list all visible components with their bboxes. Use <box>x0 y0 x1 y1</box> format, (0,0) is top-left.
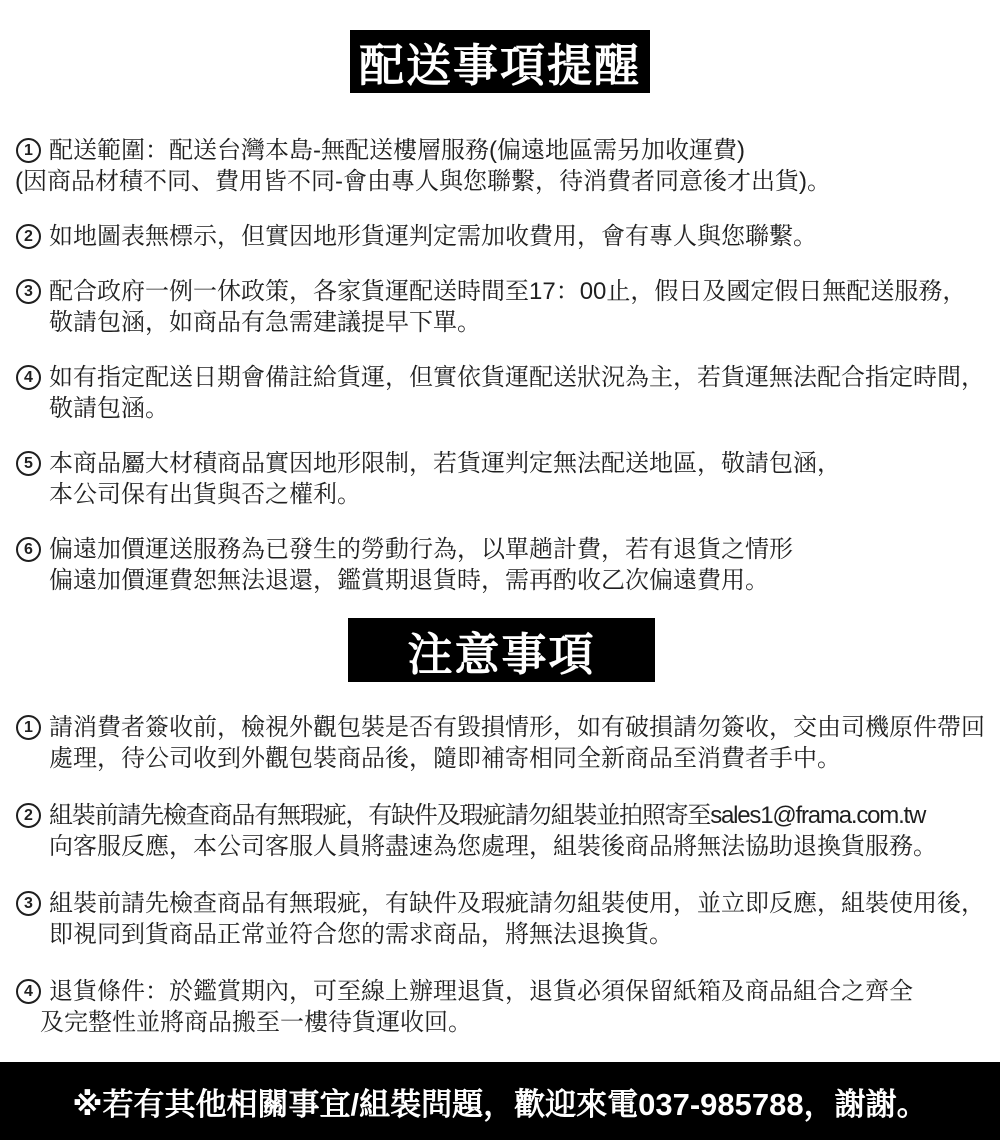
item-number-badge: 3 <box>16 891 41 916</box>
shipping-item-1-text <box>15 135 831 197</box>
item-number-badge: 2 <box>16 224 41 249</box>
shipping-item-5 <box>16 448 1000 510</box>
shipping-item-3-text <box>49 276 966 338</box>
item-line: 及完整性並將商品搬至一樓待貨運收回。 <box>40 1009 472 1036</box>
item-line: 即視同到貨商品正常並符合您的需求商品，將無法退換貨。 <box>49 921 673 948</box>
notice-item-1 <box>16 712 1000 774</box>
item-line: 組裝前請先檢查商品有無瑕疵，有缺件及瑕疵請勿組裝使用，並立即反應，組裝使用後， <box>49 890 985 917</box>
shipping-item-6-text <box>49 534 793 596</box>
item-line: (因商品材積不同、費用皆不同-會由專人與您聯繫，待消費者同意後才出貨)。 <box>15 168 831 195</box>
item-line: 處理，待公司收到外觀包裝商品後，隨即補寄相同全新商品至消費者手中。 <box>49 745 841 772</box>
item-line: 敬請包涵。 <box>49 395 169 422</box>
item-line: 配送範圍：配送台灣本島-無配送樓層服務(偏遠地區需另加收運費) <box>49 137 745 164</box>
notice-item-3 <box>16 888 1000 950</box>
notice-section-title-text: 注意事項 <box>407 628 596 680</box>
item-line: 本公司保有出貨與否之權利。 <box>49 481 361 508</box>
shipping-item-6 <box>16 534 1000 596</box>
item-number-badge: 4 <box>16 979 41 1004</box>
item-line: 本商品屬大材積商品實因地形限制，若貨運判定無法配送地區，敬請包涵， <box>49 450 841 477</box>
item-number-badge: 3 <box>16 279 41 304</box>
notice-list <box>16 712 1000 1064</box>
notice-item-3-text <box>49 888 985 950</box>
item-line: 如地圖表無標示，但實因地形貨運判定需加收費用，會有專人與您聯繫。 <box>49 223 817 250</box>
item-line: 向客服反應，本公司客服人員將盡速為您處理，組裝後商品將無法協助退換貨服務。 <box>49 833 937 860</box>
item-number-badge: 6 <box>16 537 41 562</box>
item-line: 請消費者簽收前，檢視外觀包裝是否有毀損情形，如有破損請勿簽收，交由司機原件帶回 <box>49 714 985 741</box>
shipping-item-2 <box>16 221 1000 252</box>
item-number-badge: 4 <box>16 365 41 390</box>
item-line: 偏遠加價運送服務為已發生的勞動行為，以單趟計費，若有退貨之情形 <box>49 536 793 563</box>
shipping-item-5-text <box>49 448 841 510</box>
shipping-item-4 <box>16 362 1000 424</box>
notice-item-2 <box>16 800 1000 862</box>
shipping-list <box>16 135 1000 620</box>
item-line: 如有指定配送日期會備註給貨運，但實依貨運配送狀況為主，若貨運無法配合指定時間， <box>49 364 985 391</box>
shipping-item-1 <box>16 135 1000 197</box>
footer-contact-band <box>0 1062 1000 1140</box>
shipping-item-2-text <box>49 221 817 252</box>
shipping-section-title-text: 配送事項提醒 <box>358 40 641 91</box>
notice-item-4-text <box>40 976 913 1038</box>
shipping-item-4-text <box>49 362 985 424</box>
item-number-badge: 5 <box>16 451 41 476</box>
item-number-badge: 1 <box>16 138 41 163</box>
shipping-section-title <box>350 30 650 93</box>
notice-item-2-text <box>49 800 937 862</box>
item-line: 偏遠加價運費恕無法退還，鑑賞期退貨時，需再酌收乙次偏遠費用。 <box>49 567 769 594</box>
footer-contact-text: ※若有其他相關事宜/組裝問題，歡迎來電037-985788，謝謝。 <box>72 1086 928 1122</box>
item-line: 配合政府一例一休政策，各家貨運配送時間至17：00止，假日及國定假日無配送服務， <box>49 278 967 305</box>
item-line: 退貨條件：於鑑賞期內，可至線上辦理退貨，退貨必須保留紙箱及商品組合之齊全 <box>49 978 913 1005</box>
item-line: 組裝前請先檢查商品有無瑕疵，有缺件及瑕疵請勿組裝並拍照寄至sales1@frama.com.tw <box>49 802 926 829</box>
item-line: 敬請包涵，如商品有急需建議提早下單。 <box>49 309 481 336</box>
notice-item-1-text <box>49 712 985 774</box>
notice-section-title <box>348 618 655 682</box>
item-number-badge: 2 <box>16 803 41 828</box>
item-number-badge: 1 <box>16 715 41 740</box>
shipping-item-3 <box>16 276 1000 338</box>
notice-item-4 <box>16 976 1000 1038</box>
